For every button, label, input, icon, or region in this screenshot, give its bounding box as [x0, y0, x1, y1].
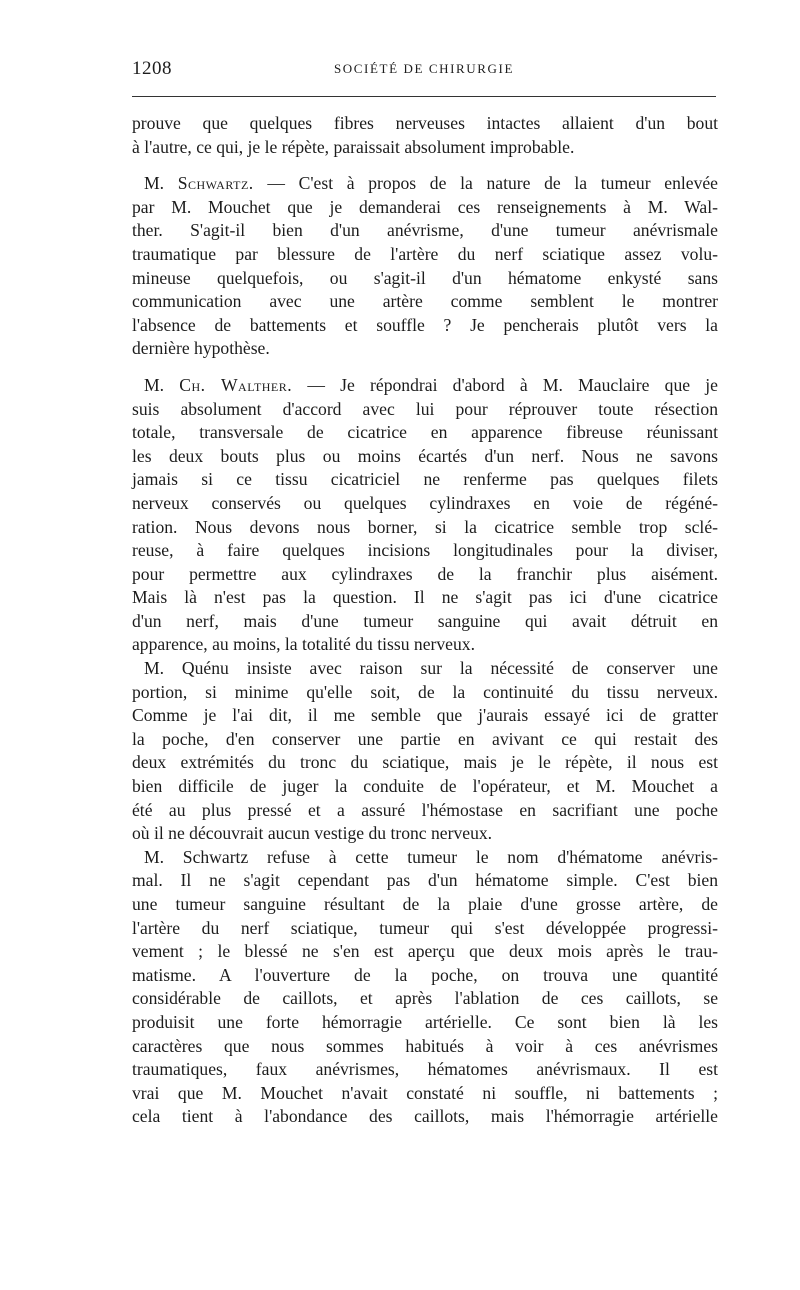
text-line: ther. S'agit-il bien d'un anévrisme, d'une tumeur anévrismale	[132, 220, 718, 241]
text-line: apparence, au moins, la totalité du tissu nerveux.	[132, 634, 475, 655]
text-line: dernière hypothèse.	[132, 338, 270, 359]
text-line: été au plus pressé et a assuré l'hémostase en sacrifiant une poche	[132, 799, 718, 820]
text-line: deux extrémités du tronc du sciatique, mais je le répète, il nous est	[132, 752, 718, 773]
text-line: Mais là n'est pas la question. Il ne s'agit pas ici d'une cicatrice	[132, 587, 718, 608]
text-line: considérable de caillots, et après l'ablation de ces caillots, se	[132, 988, 718, 1009]
text-line: produisit une forte hémorragie artérielle. Ce sont bien là les	[132, 1011, 718, 1032]
text-line: traumatiques, faux anévrismes, hématomes anévrismaux. Il est	[132, 1059, 718, 1080]
text-line: une tumeur sanguine résultant de la plaie d'une grosse artère, de	[132, 894, 718, 914]
text-line: où il ne découvrait aucun vestige du tronc nerveux.	[132, 823, 493, 844]
text-line: vrai que M. Mouchet n'avait constaté ni souffle, ni battements ;	[132, 1082, 718, 1103]
paragraph-schwartz-reply	[132, 846, 718, 1129]
text-line: les deux bouts plus ou moins écartés d'un nerf. Nous ne savons	[132, 445, 718, 466]
text-line: communication avec une artère comme semblent le montrer	[132, 291, 718, 312]
paragraph-quenu	[132, 657, 718, 846]
text-line: suis absolument d'accord avec lui pour réprouver toute résection	[132, 398, 718, 419]
speaker-prefix: M.	[144, 374, 180, 395]
text-line	[132, 374, 718, 398]
text-line	[132, 172, 718, 196]
text-line: totale, transversale de cicatrice en apparence fibreuse réunissant	[132, 422, 718, 443]
text-line: jamais si ce tissu cicatriciel ne renferme pas quelques filets	[132, 469, 718, 490]
text-line: ration. Nous devons nous borner, si la cicatrice semble trop sclé-	[132, 516, 718, 537]
text-line: mineuse quelquefois, ou s'agit-il d'un hématome enkysté sans	[132, 267, 718, 288]
paragraph-walther	[132, 374, 718, 657]
text-line: prouve que quelques fibres nerveuses intactes allaient d'un bout	[132, 113, 718, 133]
text-line: mal. Il ne s'agit cependant pas d'un hématome simple. C'est bien	[132, 870, 718, 891]
text-line: traumatique par blessure de l'artère du nerf sciatique assez volu-	[132, 243, 718, 264]
paragraph-schwartz	[132, 172, 718, 361]
text-line: portion, si minime qu'elle soit, de la continuité du tissu nerveux.	[132, 681, 718, 702]
text-line: cela tient à l'abondance des caillots, mais l'hémorragie artérielle	[132, 1106, 718, 1127]
text-line: M. Quénu insiste avec raison sur la nécessité de conserver une	[144, 658, 718, 679]
header-rule	[132, 96, 716, 97]
text-line: l'absence de battements et souffle ? Je pencherais plutôt vers la	[132, 314, 718, 335]
text-line: la poche, d'en conserver une partie en avivant ce qui restait des	[132, 728, 718, 749]
speaker-name: Ch. Walther.	[179, 374, 293, 395]
running-title: SOCIÉTÉ DE CHIRURGIE	[333, 61, 515, 76]
text-line: l'artère du nerf sciatique, tumeur qui s'est développée progressi-	[132, 917, 718, 938]
text-line: vement ; le blessé ne s'en est aperçu que deux mois après le trau-	[132, 941, 718, 962]
speaker-name: Schwartz.	[177, 173, 254, 194]
page-header	[132, 58, 716, 88]
speech-start: — Je répondrai d'abord à M. Mauclaire que je	[292, 374, 718, 395]
text-line: pour permettre aux cylindraxes de la franchir plus aisément.	[132, 563, 718, 584]
text-line: matisme. A l'ouverture de la poche, on trouva une quantité	[132, 964, 718, 985]
body-text	[132, 112, 718, 1129]
text-line: nerveux conservés ou quelques cylindraxes en voie de régéné-	[132, 492, 718, 513]
text-line: bien difficile de juger la conduite de l'opérateur, et M. Mouchet a	[132, 776, 718, 797]
text-line: reuse, à faire quelques incisions longitudinales pour la diviser,	[132, 540, 718, 561]
text-line: caractères que nous sommes habitués à voir à ces anévrismes	[132, 1035, 718, 1056]
speech-start: — C'est à propos de la nature de la tumeur enlevée	[253, 173, 718, 194]
text-line: d'un nerf, mais d'une tumeur sanguine qui avait détruit en	[132, 610, 718, 631]
speaker-prefix: M.	[144, 173, 178, 194]
text-line: Comme je l'ai dit, il me semble que j'aurais essayé ici de gratter	[132, 705, 718, 726]
text-line: à l'autre, ce qui, je le répète, paraissait absolument improbable.	[132, 136, 575, 157]
paragraph-continuation	[132, 112, 718, 159]
page-number: 1208	[132, 58, 172, 79]
text-line: par M. Mouchet que je demanderai ces renseignements à M. Wal-	[132, 196, 718, 217]
text-line: M. Schwartz refuse à cette tumeur le nom d'hématome anévris-	[144, 846, 718, 867]
